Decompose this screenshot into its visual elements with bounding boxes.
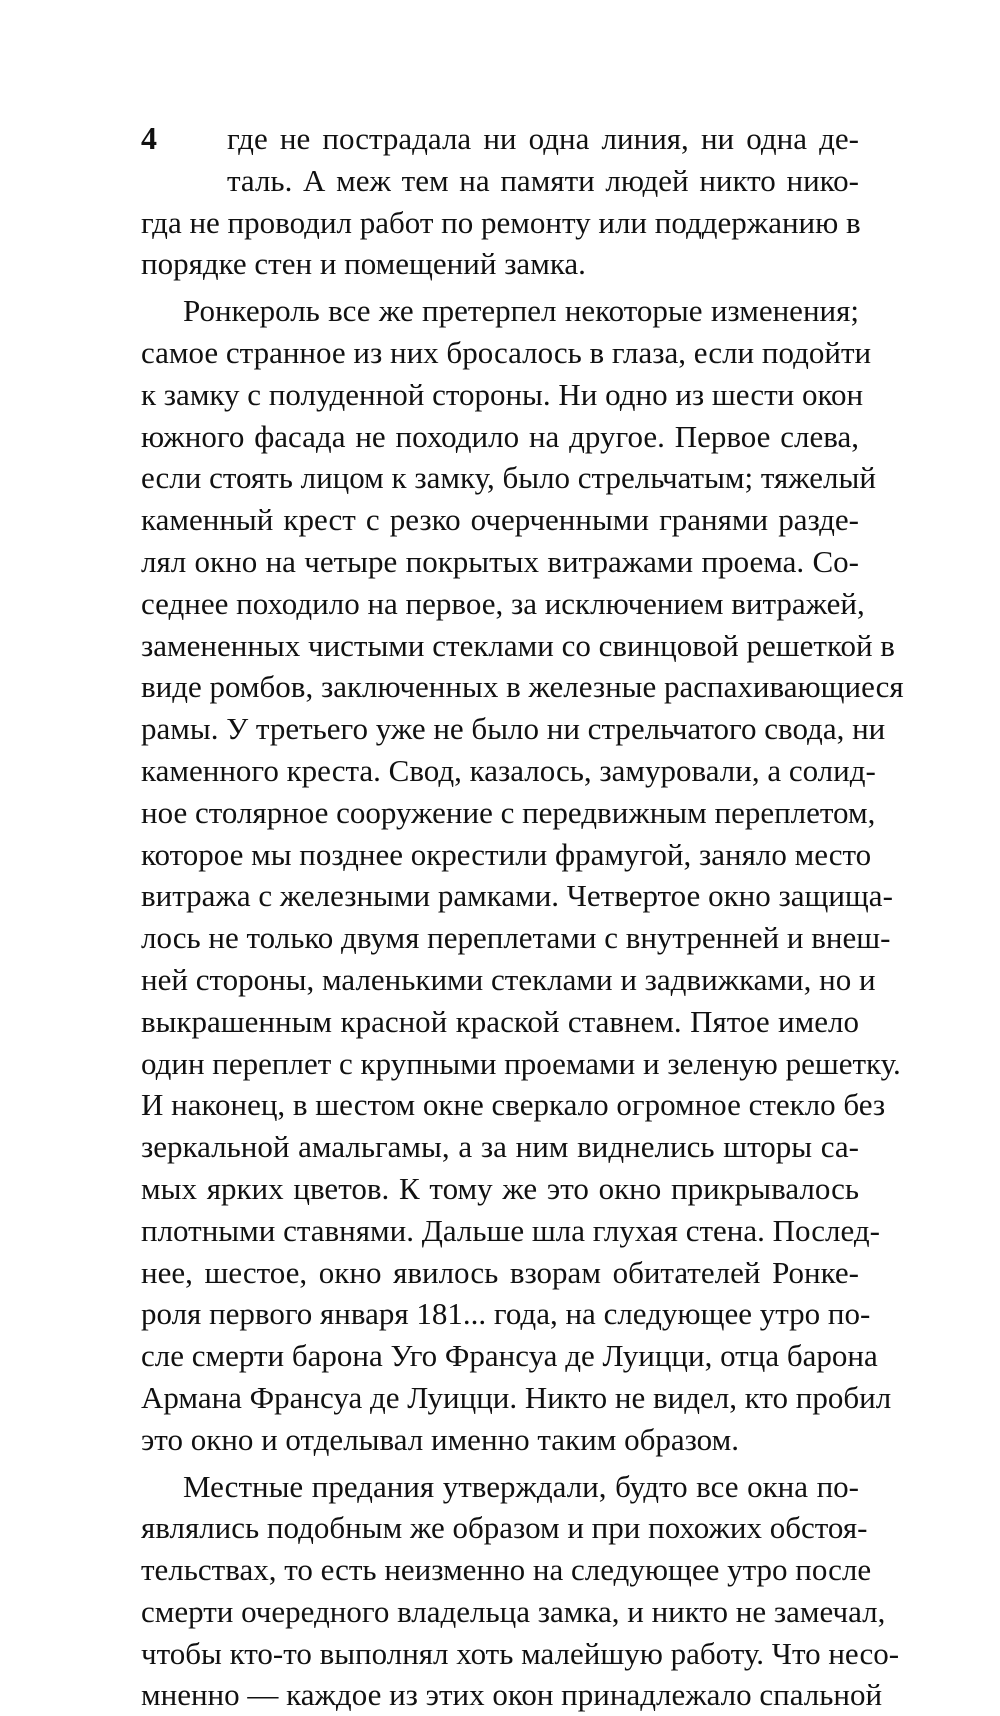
text-line: тельствах, то есть неизменно на следующее утро после <box>141 1549 859 1591</box>
text-line: седнее походило на первое, за исключением витражей, <box>141 583 859 625</box>
text-line: чтобы кто-то выполнял хоть малейшую работу. Что несо- <box>141 1633 859 1675</box>
text-line: южного фасада не походило на другое. Первое слева, <box>141 416 859 458</box>
text-line: каменный крест с резко очерченными гранями разде- <box>141 499 859 541</box>
text-line: если стоять лицом к замку, было стрельчатым; тяжелый <box>141 457 859 499</box>
text-line: лял окно на четыре покрытых витражами проема. Со- <box>141 541 859 583</box>
paragraph <box>141 1466 859 1716</box>
text-line: самое странное из них бросалось в глаза, если подойти <box>141 332 859 374</box>
text-line: Ронкероль все же претерпел некоторые изменения; <box>141 290 859 332</box>
text-line: зеркальной амальгамы, а за ним виднелись шторы са- <box>141 1126 859 1168</box>
text-line: сле смерти барона Уго Франсуа де Луицци, отца барона <box>141 1335 859 1377</box>
paragraph <box>141 290 859 1460</box>
text-line: это окно и отделывал именно таким образом. <box>141 1419 859 1461</box>
body-text <box>141 118 859 1716</box>
text-line: ное столярное сооружение с передвижным переплетом, <box>141 792 859 834</box>
text-line: ней стороны, маленькими стеклами и задвижками, но и <box>141 959 859 1001</box>
text-line: каменного креста. Свод, казалось, замуровали, а солид- <box>141 750 859 792</box>
text-line: И наконец, в шестом окне сверкало огромное стекло без <box>141 1084 859 1126</box>
text-line: замененных чистыми стеклами со свинцовой решеткой в <box>141 625 859 667</box>
text-line: мненно — каждое из этих окон принадлежало спальной <box>141 1674 859 1716</box>
text-line: роля первого января 181... года, на следующее утро по- <box>141 1293 859 1335</box>
text-line: витража с железными рамками. Четвертое окно защища- <box>141 875 859 917</box>
text-line: плотными ставнями. Дальше шла глухая стена. Послед- <box>141 1210 859 1252</box>
text-line: гда не проводил работ по ремонту или поддержанию в <box>141 202 859 244</box>
text-line: мых ярких цветов. К тому же это окно прикрывалось <box>141 1168 859 1210</box>
text-line: таль. А меж тем на памяти людей никто нико- <box>141 160 859 202</box>
page-number: 4 <box>141 118 157 158</box>
text-line: являлись подобным же образом и при похожих обстоя- <box>141 1507 859 1549</box>
text-line: порядке стен и помещений замка. <box>141 243 859 285</box>
text-line: к замку с полуденной стороны. Ни одно из шести окон <box>141 374 859 416</box>
text-line: где не пострадала ни одна линия, ни одна де- <box>141 118 859 160</box>
text-line: которое мы позднее окрестили фрамугой, заняло место <box>141 834 859 876</box>
paragraph <box>141 118 859 285</box>
text-line: Армана Франсуа де Луицци. Никто не видел, кто пробил <box>141 1377 859 1419</box>
text-line: лось не только двумя переплетами с внутренней и внеш- <box>141 917 859 959</box>
text-line: выкрашенным красной краской ставнем. Пятое имело <box>141 1001 859 1043</box>
text-line: Местные предания утверждали, будто все окна по- <box>141 1466 859 1508</box>
text-line: рамы. У третьего уже не было ни стрельчатого свода, ни <box>141 708 859 750</box>
text-line: смерти очередного владельца замка, и никто не замечал, <box>141 1591 859 1633</box>
text-line: нее, шестое, окно явилось взорам обитателей Ронке- <box>141 1252 859 1294</box>
text-line: один переплет с крупными проемами и зеленую решетку. <box>141 1043 859 1085</box>
text-line: виде ромбов, заключенных в железные распахивающиеся <box>141 666 859 708</box>
